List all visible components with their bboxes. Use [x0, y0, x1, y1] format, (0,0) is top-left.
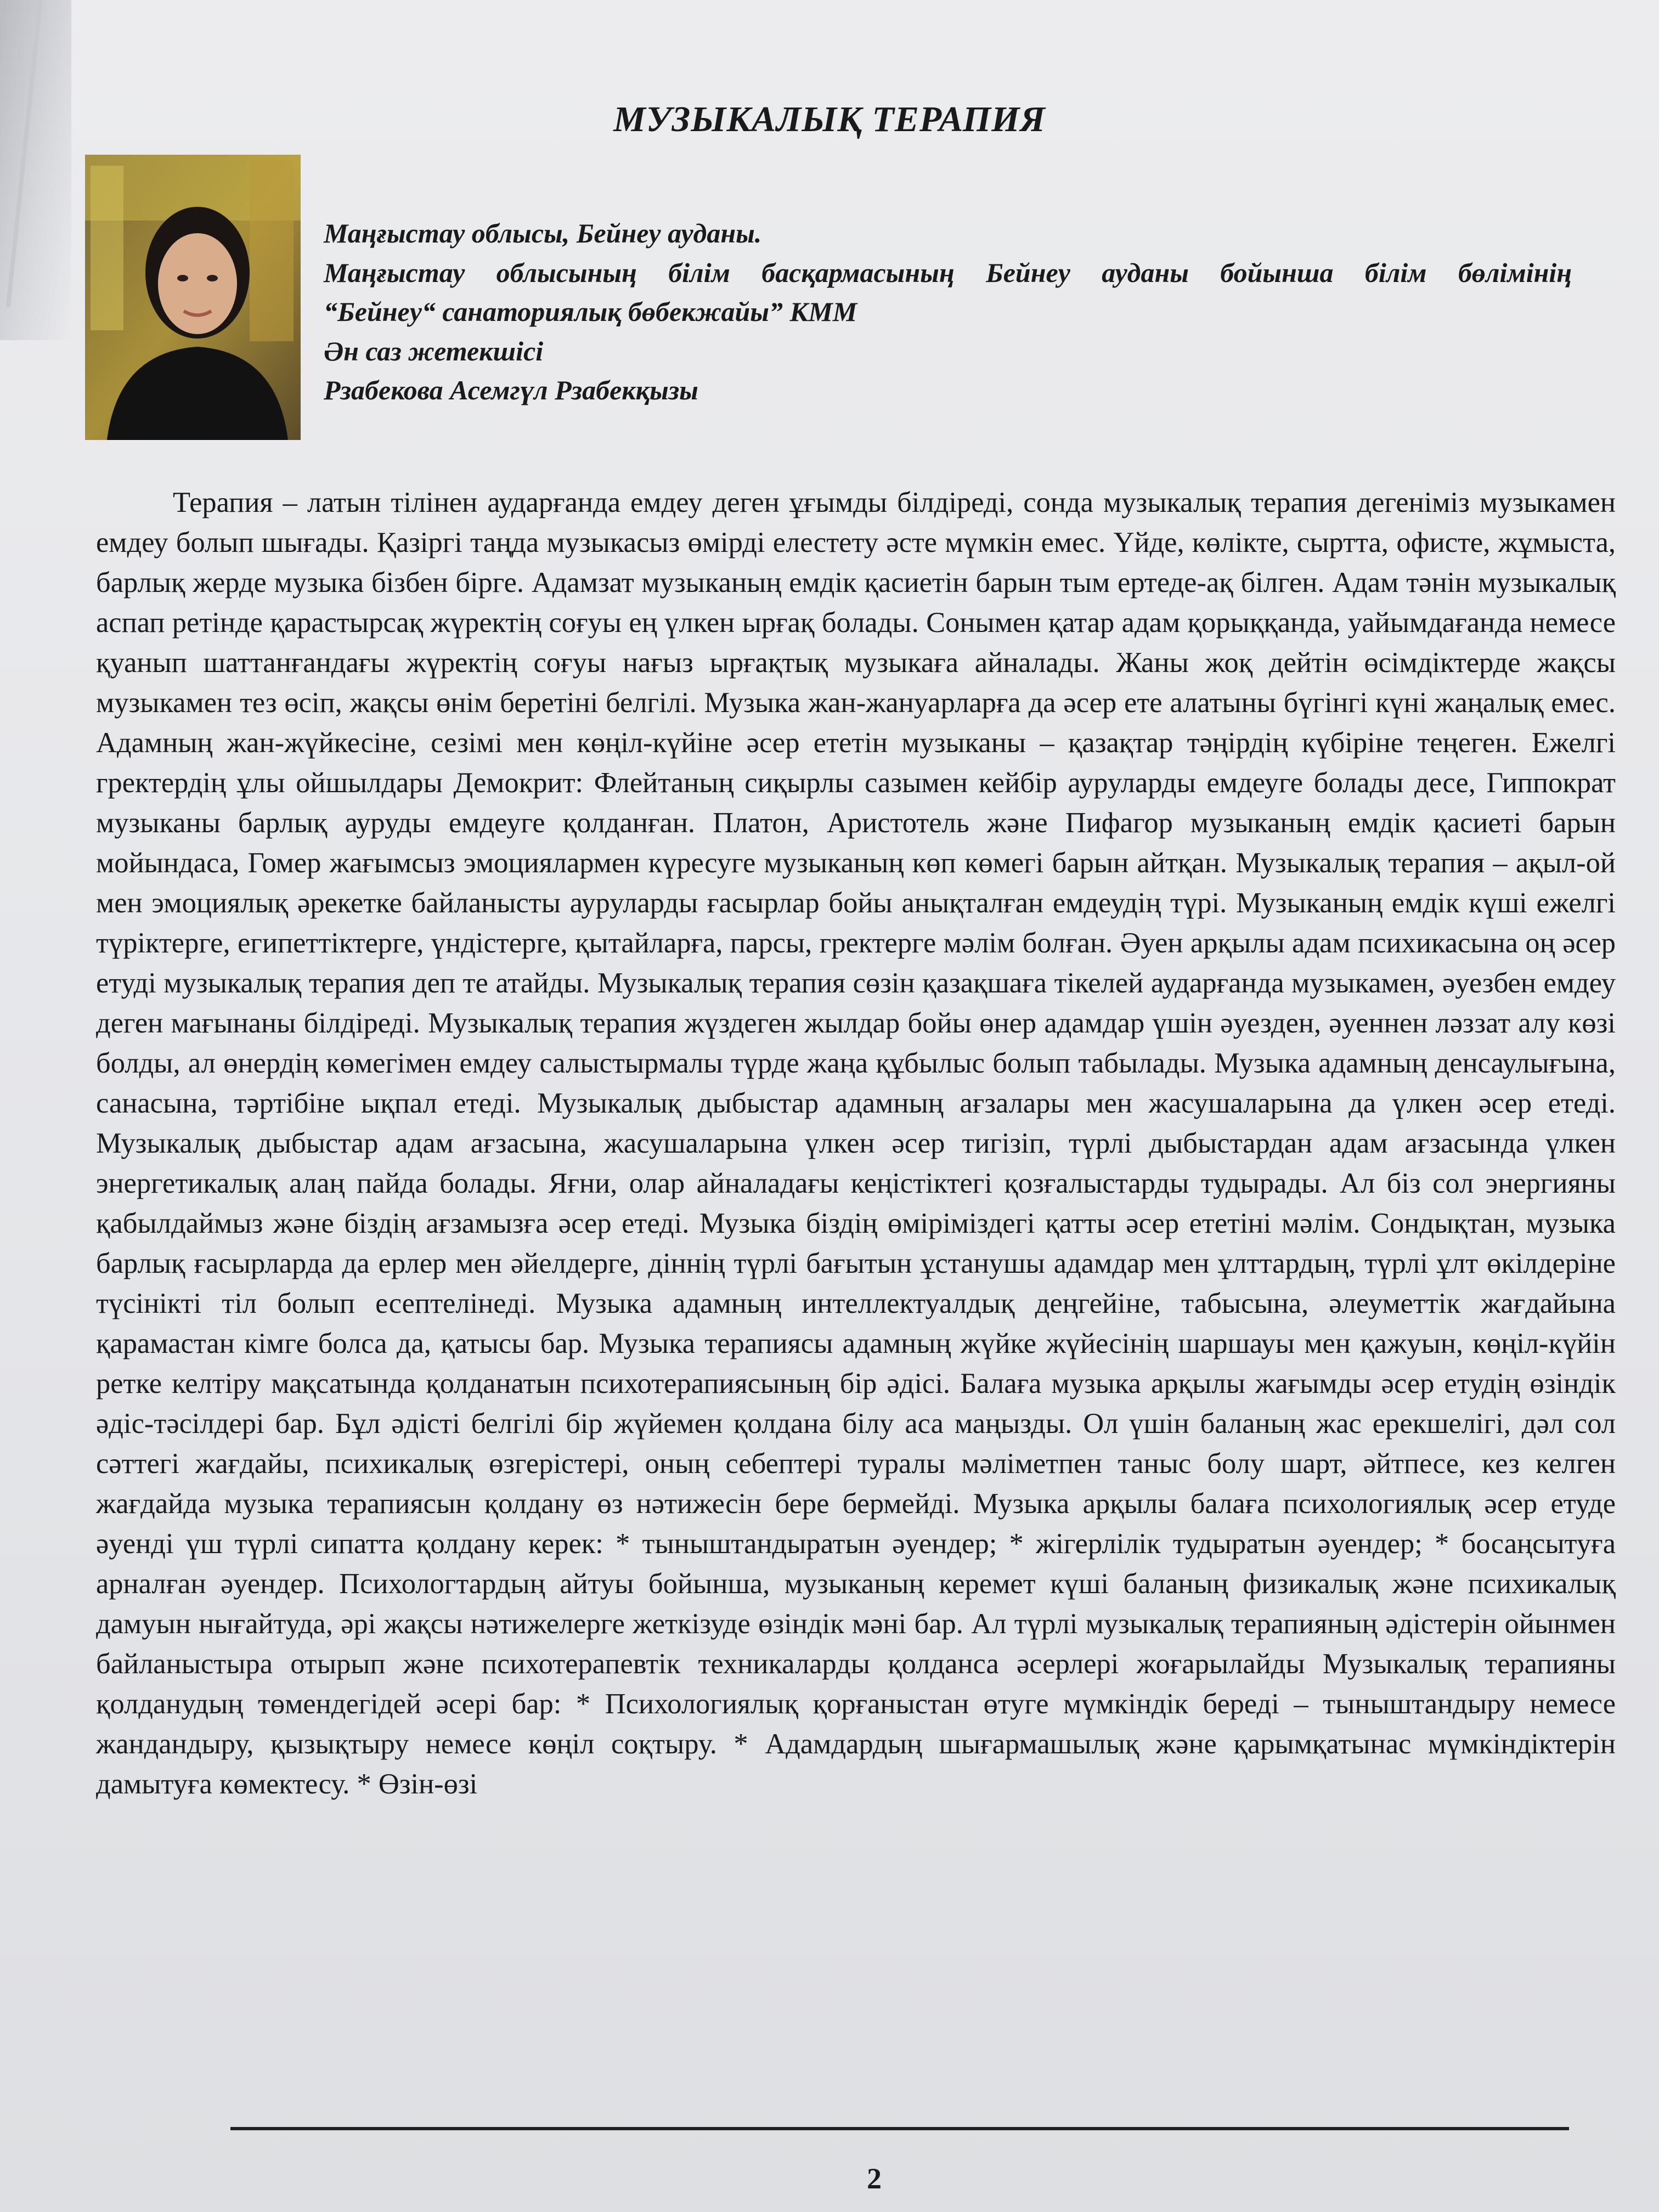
author-photo — [85, 155, 301, 440]
page-number: 2 — [867, 2162, 882, 2195]
author-department: Маңғыстау облысының білім басқармасының Бейнеу ауданы бойынша білім бөлімінің — [324, 257, 1572, 288]
article-body: Терапия – латын тілінен аударғанда емдеу деген ұғымды білдіреді, сонда музыкалық терапия дегеніміз музыкамен емдеу болып шығады. Қазіргі таңда музыкасыз өмірді елестету әсте мүмкін емес. Үйде, көлікте, сыртта, офисте, жұмыста, барлық жерде музыка бізбен бірге. Адамзат музыканың емдік қасиетін барын тым ертеде-ақ білген. Адам тәнін музыкалық аспап ретінде қарастырсақ жүректің соғуы ең үлкен ырғақ болады. Сонымен қатар адам қорыққанда, уайымдағанда немесе қуанып шаттанғандағы жүректің соғуы нағыз ырғақтық музыкаға айналады. Жаны жоқ дейтін өсімдіктерде жақсы музыкамен тез өсіп, жақсы өнім беретіні белгілі. Музыка жан-жануарларға да әсер ете алатыны бүгінгі күні жаңалық емес. Адамның жан-жүйкесіне, сезімі мен көңіл-күйіне әсер ететін музыканы – қазақтар тәңірдің күбіріне теңеген. Ежелгі гректердің ұлы ойшылдары Демокрит: Флейтаның сиқырлы сазымен кейбір ауруларды емдеуге болады десе, Гиппократ музыканы барлық ауруды емдеуге қолданған. Платон, Аристотель және Пифагор музыканың емдік қасиеті барын мойындаса, Гомер жағымсыз эмоциялармен күресуге музыканың көп көмегі барын айтқан. Музыкалық терапия – ақыл-ой мен эмоциялық әрекетке байланысты ауруларды ғасырлар бойы анықталған емдеудің түрі. Музыканың емдік күші ежелгі түріктерге, египеттіктерге, үндістерге, қытайларға, парсы, гректерге мәлім болған. Әуен арқылы адам психикасына оң әсер етуді музыкалық терапия деп те атайды. Музыкалық терапия сөзін қазақшаға тікелей аударғанда музыкамен, әуезбен емдеу деген мағынаны білдіреді. Музыкалық терапия жүздеген жылдар бойы өнер адамдар үшін әуезден, әуеннен ләззат алу көзі болды, ал өнердің көмегімен емдеу салыстырмалы түрде жаңа құбылыс болып табылады. Музыка адамның денсаулығына, санасына, тәртібіне ықпал етеді. Музыкалық дыбыстар адамның ағзалары мен жасушаларына да үлкен әсер етеді. Музыкалық дыбыстар адам ағзасына, жасушаларына үлкен әсер тигізіп, түрлі дыбыстардан адам ағзасында үлкен энергетикалық алаң пайда болады. Яғни, олар айналадағы кеңістіктегі қозғалыстарды тудырады. Ал біз сол энергияны қабылдаймыз және біздің ағзамызға әсер етеді. Музыка біздің өміріміздегі қатты әсер ететіні мәлім. Сондықтан, музыка барлық ғасырларда да ерлер мен әйелдерге, діннің түрлі бағытын ұстанушы адамдар мен ұлттардың, түрлі ұлт өкілдеріне түсінікті тіл болып есептелінеді. Музыка адамның интеллектуалдық деңгейіне, табысына, әлеуметтік жағдайына қарамастан кімге болса да, қатысы бар. Музыка терапиясы адамның жүйке жүйесінің шаршауы мен қажуын, көңіл-күйін ретке келтіру мақсатында қолданатын психотерапиясының бір әдісі. Балаға музыка арқылы жағымды әсер етудің өзіндік әдіс-тәсілдері бар. Бұл әдісті белгілі бір жүйемен қолдана білу аса маңызды. Ол үшін баланың жас ерекшелігі, дәл сол сәттегі жағдайы, психикалық өзгерістері, оның себептері туралы мәліметпен таныс болу шарт, әйтпесе, кез келген жағдайда музыка терапиясын қолдану өз нәтижесін бере бермейді. Музыка арқылы балаға психологиялық әсер етуде әуенді үш түрлі сипатта қолдану керек: * тыныштандыратын әуендер; * жігерлілік тудыратын әуендер; * босаңсытуға арналған әуендер. Психологтардың айтуы бойынша, музыканың керемет күші баланың физикалық және психикалық дамуын нығайтуда, әрі жақсы нәтижелерге жеткізуде өзіндік мәні бар. Ал түрлі музыкалық терапияның әдістерін ойынмен байланыстыра отырып және психотерапевтік техникаларды қолданса әсерлері жоғарылайды Музыкалық терапияны қолданудың төмендегідей әсері бар: * Психологиялық қорғаныстан өтуге мүмкіндік береді – тыныштандыру немесе жандандыру, қызықтыру немесе көңіл соқтыру. * Адамдардың шығармашылық және қарымқатынас мүмкіндіктерін дамытуға көмектесу. * Өзін-өзі — [96, 487, 1616, 1800]
footer-rule — [230, 2127, 1569, 2130]
author-position: Ән саз жетекшісі — [324, 335, 544, 366]
author-organization: “Бейнеу“ санаториялық бөбекжайы” КММ — [324, 296, 857, 327]
author-info — [324, 214, 1572, 410]
page-title: МУЗЫКАЛЫҚ ТЕРАПИЯ — [613, 99, 1046, 139]
author-region: Маңғыстау облысы, Бейнеу ауданы. — [324, 218, 762, 249]
author-name: Рзабекова Асемгүл Рзабекқызы — [324, 375, 698, 405]
